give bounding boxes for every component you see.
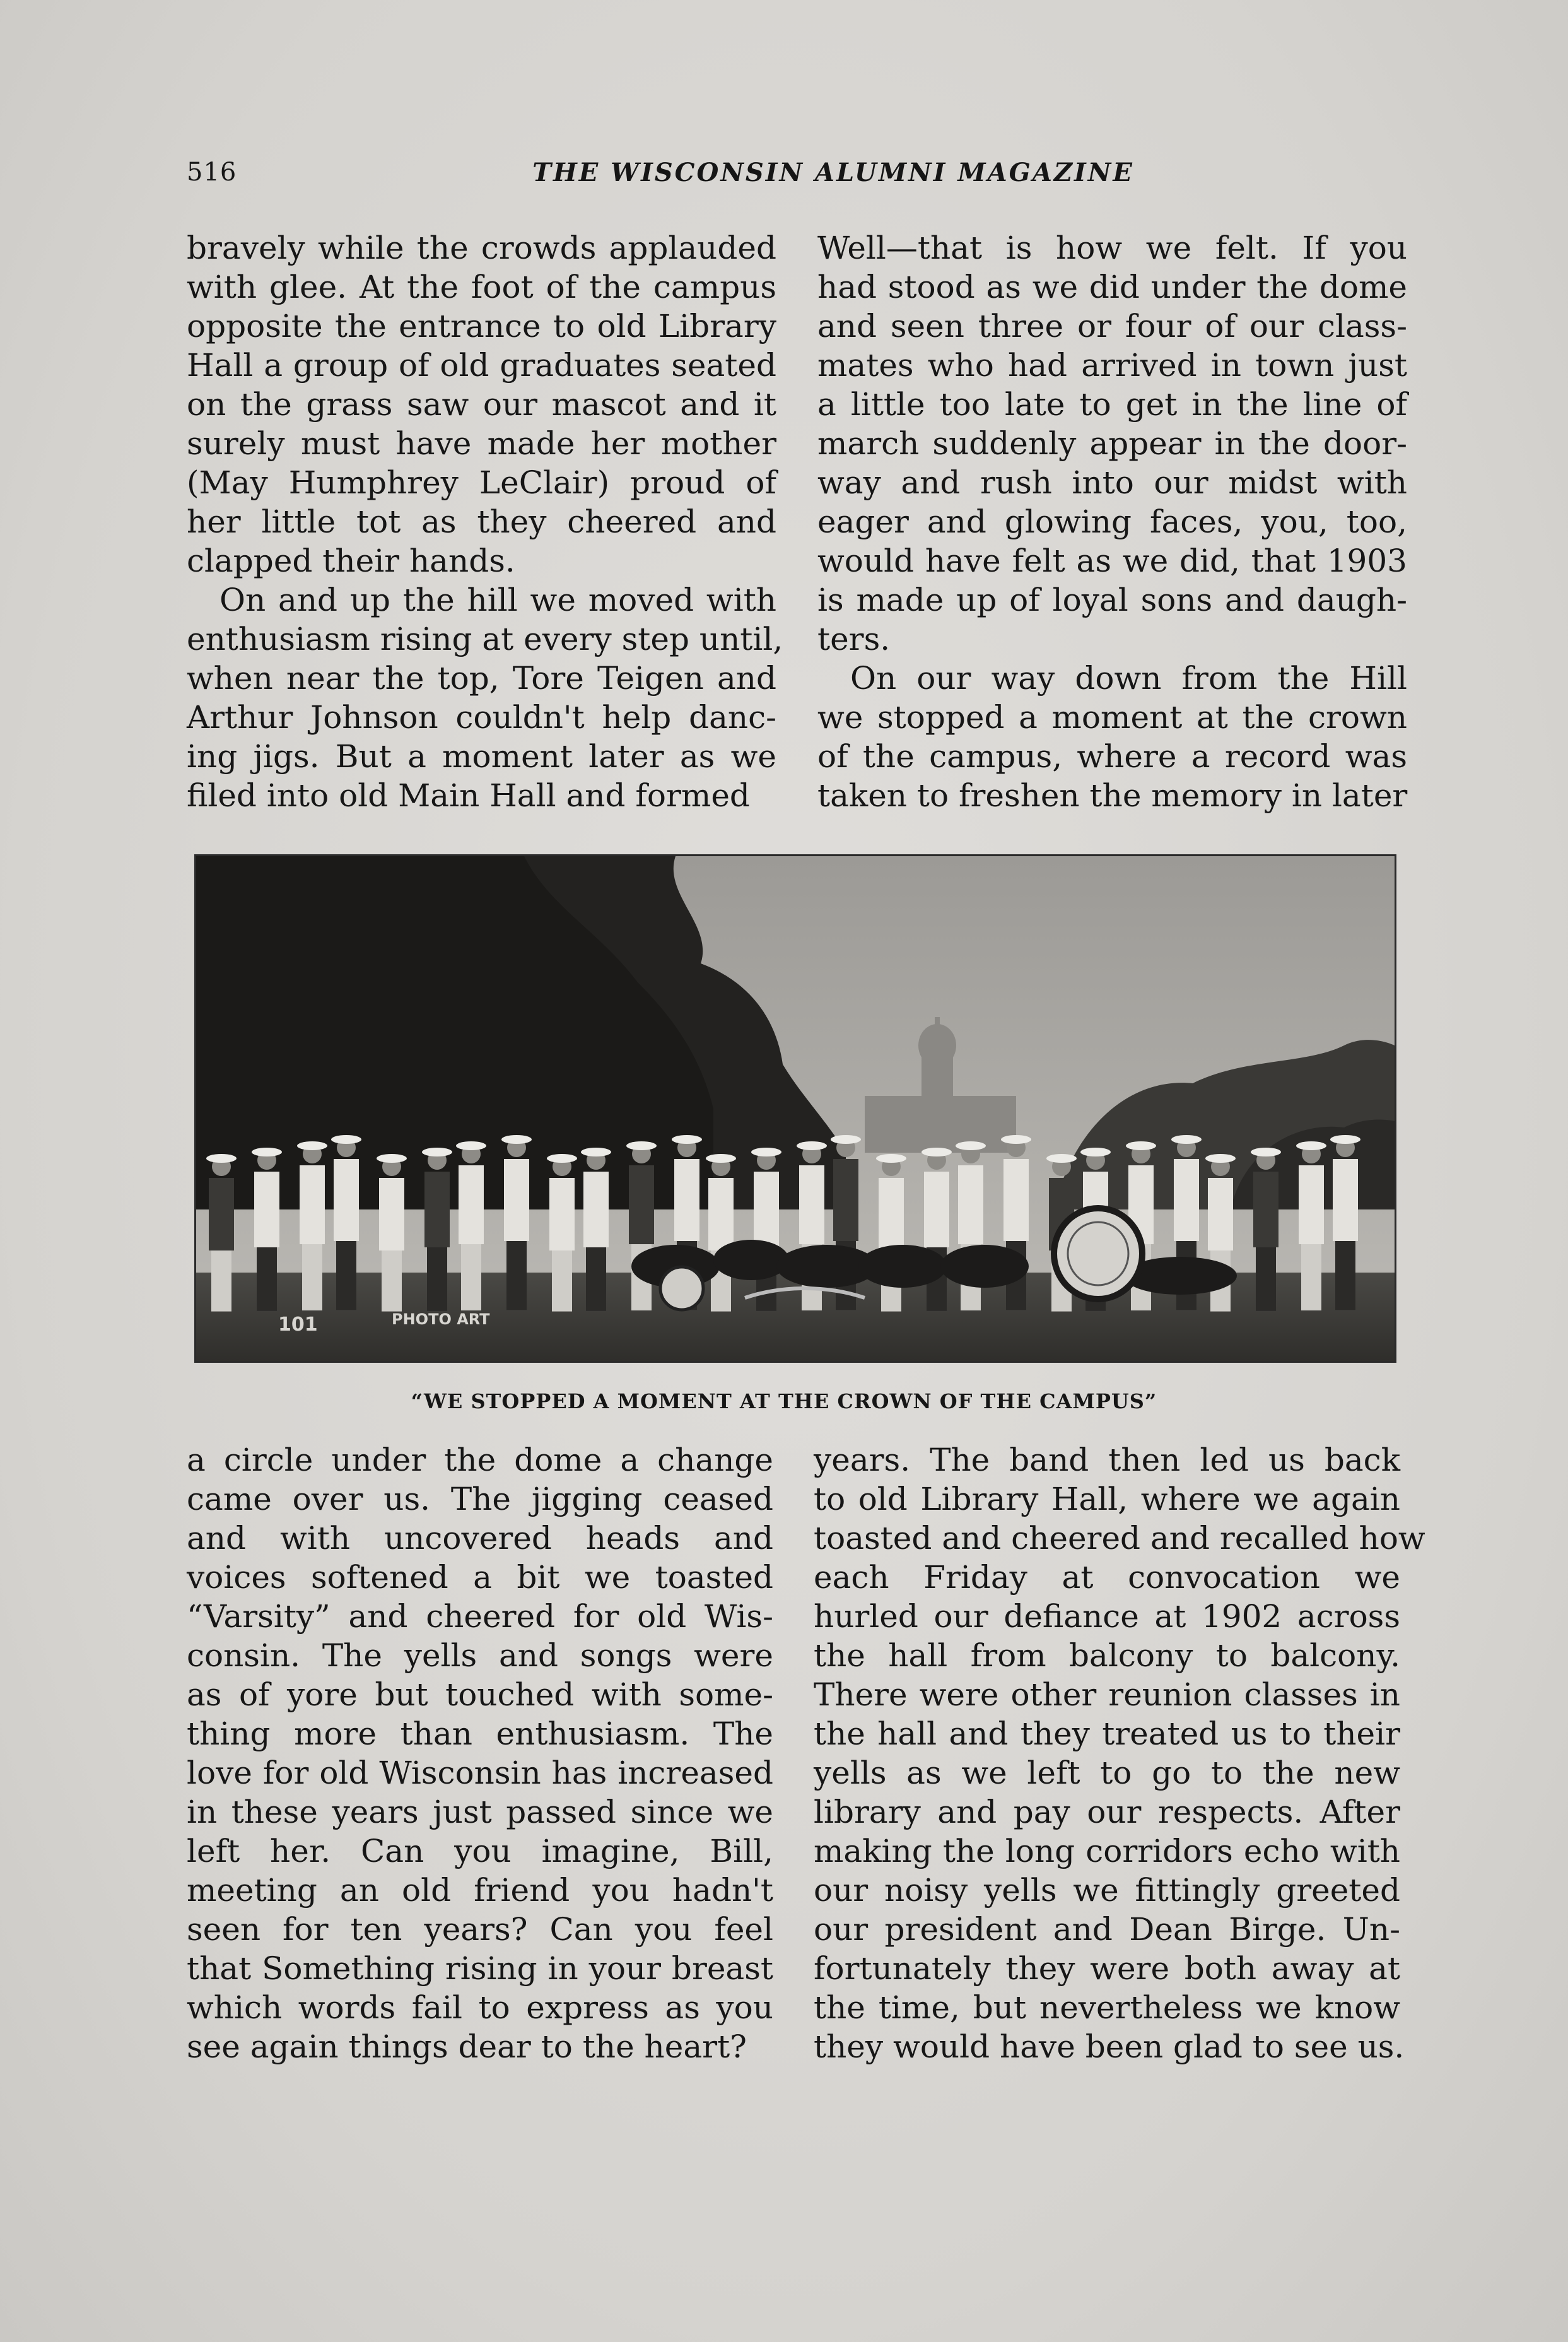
text-line: Arthur Johnson couldn't help danc- bbox=[187, 699, 776, 736]
standing-figure bbox=[1333, 1159, 1358, 1241]
figure-hat bbox=[581, 1148, 611, 1156]
text-line: the hall from balcony to balcony. bbox=[814, 1637, 1400, 1674]
text-line: left her. Can you imagine, Bill, bbox=[187, 1833, 773, 1869]
standing-figure bbox=[334, 1159, 359, 1241]
figure-hat bbox=[377, 1154, 407, 1163]
text-line: of the campus, where a record was bbox=[817, 738, 1407, 775]
column-bottom-left bbox=[187, 1440, 773, 2066]
figure-legs bbox=[336, 1241, 356, 1310]
figure-hat bbox=[1001, 1135, 1031, 1144]
figure-hat bbox=[751, 1148, 781, 1156]
standing-figure bbox=[708, 1178, 734, 1250]
column-top-left bbox=[187, 228, 783, 815]
figure-legs bbox=[1335, 1241, 1355, 1310]
figure-hat bbox=[1080, 1148, 1111, 1156]
text-line: thing more than enthusiasm. The bbox=[187, 1715, 773, 1752]
figure-hat bbox=[252, 1148, 282, 1156]
figure-legs bbox=[211, 1250, 231, 1312]
standing-figure bbox=[879, 1178, 904, 1250]
text-line: bravely while the crowds applauded bbox=[187, 230, 776, 266]
text-line: making the long corridors echo with bbox=[814, 1833, 1400, 1869]
figure-hat bbox=[1046, 1154, 1077, 1163]
text-line: on the grass saw our mascot and it bbox=[187, 386, 776, 423]
figure-hat bbox=[672, 1135, 702, 1144]
figure-legs bbox=[302, 1244, 322, 1310]
figure-hat bbox=[956, 1141, 986, 1150]
standing-figure bbox=[549, 1178, 575, 1250]
standing-figure bbox=[424, 1172, 450, 1247]
text-line: the time, but nevertheless we know bbox=[814, 1989, 1400, 2026]
figure-hat bbox=[797, 1141, 827, 1150]
standing-figure bbox=[379, 1178, 404, 1250]
figure-hat bbox=[876, 1154, 906, 1163]
text-line: “Varsity” and cheered for old Wis- bbox=[187, 1598, 773, 1635]
standing-figure bbox=[833, 1159, 858, 1241]
text-line: a little too late to get in the line of bbox=[817, 386, 1407, 423]
text-line: in these years just passed since we bbox=[187, 1794, 773, 1830]
text-line: and with uncovered heads and bbox=[187, 1520, 773, 1556]
svg-text:PHOTO ART: PHOTO ART bbox=[392, 1310, 490, 1328]
text-line: taken to freshen the memory in later bbox=[817, 777, 1408, 814]
svg-text:101: 101 bbox=[278, 1314, 318, 1336]
text-line: On and up the hill we moved with bbox=[219, 582, 776, 618]
figure-hat bbox=[456, 1141, 486, 1150]
figure-legs bbox=[257, 1247, 277, 1311]
column-top-right bbox=[817, 228, 1407, 815]
text-line: with glee. At the foot of the campus bbox=[187, 269, 776, 305]
standing-figure bbox=[674, 1159, 699, 1241]
figure-hat bbox=[921, 1148, 952, 1156]
text-line: toasted and cheered and recalled how bbox=[814, 1520, 1425, 1556]
text-line: meeting an old friend you hadn't bbox=[187, 1872, 773, 1909]
text-line: that Something rising in your breast bbox=[187, 1950, 773, 1987]
text-line: march suddenly appear in the door- bbox=[817, 425, 1407, 462]
text-line: had stood as we did under the dome bbox=[817, 269, 1407, 305]
text-line: we stopped a moment at the crown bbox=[817, 699, 1407, 736]
text-line: her little tot as they cheered and bbox=[187, 503, 776, 540]
text-line: our noisy yells we fittingly greeted bbox=[814, 1872, 1400, 1909]
photo-illustration bbox=[196, 856, 1395, 1361]
figure-hat bbox=[831, 1135, 861, 1144]
text-line: mates who had arrived in town just bbox=[817, 347, 1407, 384]
text-line: would have felt as we did, that 1903 bbox=[817, 543, 1407, 579]
figure-legs bbox=[1301, 1244, 1321, 1310]
figure-hat bbox=[422, 1148, 452, 1156]
figure-hat bbox=[331, 1135, 361, 1144]
text-line: Well—that is how we felt. If you bbox=[817, 230, 1407, 266]
figure-hat bbox=[1205, 1154, 1236, 1163]
figure-hat bbox=[1251, 1148, 1281, 1156]
text-line: enthusiasm rising at every step until, bbox=[187, 621, 783, 657]
text-line: eager and glowing faces, you, too, bbox=[817, 503, 1407, 540]
text-line: (May Humphrey LeClair) proud of bbox=[187, 464, 776, 501]
photo-caption: “WE STOPPED A MOMENT AT THE CROWN OF THE CAMPUS” bbox=[411, 1389, 1157, 1413]
text-line: our president and Dean Birge. Un- bbox=[814, 1911, 1400, 1948]
text-line: surely must have made her mother bbox=[187, 425, 776, 462]
figure-hat bbox=[501, 1135, 532, 1144]
text-line: hurled our defiance at 1902 across bbox=[814, 1598, 1400, 1635]
text-line: On our way down from the Hill bbox=[850, 660, 1407, 697]
standing-figure bbox=[1208, 1178, 1233, 1250]
standing-figure bbox=[754, 1172, 779, 1247]
figure-hat bbox=[1296, 1141, 1326, 1150]
text-line: years. The band then led us back bbox=[814, 1442, 1400, 1478]
text-line: as of yore but touched with some- bbox=[187, 1676, 773, 1713]
text-line: is made up of loyal sons and daugh- bbox=[817, 582, 1407, 618]
text-line: There were other reunion classes in bbox=[814, 1676, 1400, 1713]
figure-legs bbox=[506, 1241, 527, 1310]
text-line: yells as we left to go to the new bbox=[814, 1755, 1400, 1791]
column-bottom-right bbox=[814, 1440, 1425, 2066]
standing-figure bbox=[1253, 1172, 1278, 1247]
figure-hat bbox=[206, 1154, 237, 1163]
standing-figure bbox=[459, 1165, 484, 1244]
text-line: which words fail to express as you bbox=[187, 1989, 773, 2026]
page-number: 516 bbox=[187, 158, 237, 187]
text-line: seen for ten years? Can you feel bbox=[187, 1911, 773, 1948]
figure-hat bbox=[626, 1141, 657, 1150]
standing-figure bbox=[1003, 1159, 1029, 1241]
page-header bbox=[187, 158, 1404, 196]
standing-figure bbox=[1174, 1159, 1199, 1241]
figure-hat bbox=[706, 1154, 736, 1163]
text-line: they would have been glad to see us. bbox=[814, 2028, 1405, 2065]
standing-figure bbox=[504, 1159, 529, 1241]
text-line: library and pay our respects. After bbox=[814, 1794, 1400, 1830]
standing-figure bbox=[958, 1165, 983, 1244]
text-line: when near the top, Tore Teigen and bbox=[187, 660, 776, 697]
text-line: came over us. The jigging ceased bbox=[187, 1481, 773, 1517]
standing-figure bbox=[209, 1178, 234, 1250]
figure-hat bbox=[547, 1154, 577, 1163]
text-line: way and rush into our midst with bbox=[817, 464, 1407, 501]
text-line: fortunately they were both away at bbox=[814, 1950, 1400, 1987]
text-line: a circle under the dome a change bbox=[187, 1442, 773, 1478]
text-line: each Friday at convocation we bbox=[814, 1559, 1400, 1596]
group-photograph bbox=[194, 854, 1396, 1363]
figure-hat bbox=[1126, 1141, 1156, 1150]
running-title: THE WISCONSIN ALUMNI MAGAZINE bbox=[532, 158, 1134, 187]
standing-figure bbox=[629, 1165, 654, 1244]
standing-figure bbox=[799, 1165, 824, 1244]
text-line: clapped their hands. bbox=[187, 543, 515, 579]
figure-hat bbox=[1330, 1135, 1360, 1144]
text-line: the hall and they treated us to their bbox=[814, 1715, 1400, 1752]
text-line: Hall a group of old graduates seated bbox=[187, 347, 776, 384]
figure-legs bbox=[427, 1247, 447, 1311]
standing-figure bbox=[300, 1165, 325, 1244]
figure-legs bbox=[552, 1250, 572, 1312]
text-line: to old Library Hall, where we again bbox=[814, 1481, 1400, 1517]
text-line: ing jigs. But a moment later as we bbox=[187, 738, 776, 775]
standing-figure bbox=[1299, 1165, 1324, 1244]
text-line: consin. The yells and songs were bbox=[187, 1637, 773, 1674]
text-line: love for old Wisconsin has increased bbox=[187, 1755, 773, 1791]
figure-legs bbox=[461, 1244, 481, 1310]
standing-figure bbox=[583, 1172, 609, 1247]
text-line: see again things dear to the heart? bbox=[187, 2028, 747, 2065]
figure-legs bbox=[1256, 1247, 1276, 1311]
figure-hat bbox=[1171, 1135, 1202, 1144]
figure-hat bbox=[297, 1141, 327, 1150]
text-line: ters. bbox=[817, 621, 891, 657]
standing-figure bbox=[254, 1172, 279, 1247]
text-line: filed into old Main Hall and formed bbox=[187, 777, 750, 814]
figure-legs bbox=[382, 1250, 402, 1312]
text-line: and seen three or four of our class- bbox=[817, 308, 1407, 344]
standing-figure bbox=[924, 1172, 949, 1247]
figure-legs bbox=[586, 1247, 606, 1311]
text-line: voices softened a bit we toasted bbox=[187, 1559, 773, 1596]
text-line: opposite the entrance to old Library bbox=[187, 308, 776, 344]
